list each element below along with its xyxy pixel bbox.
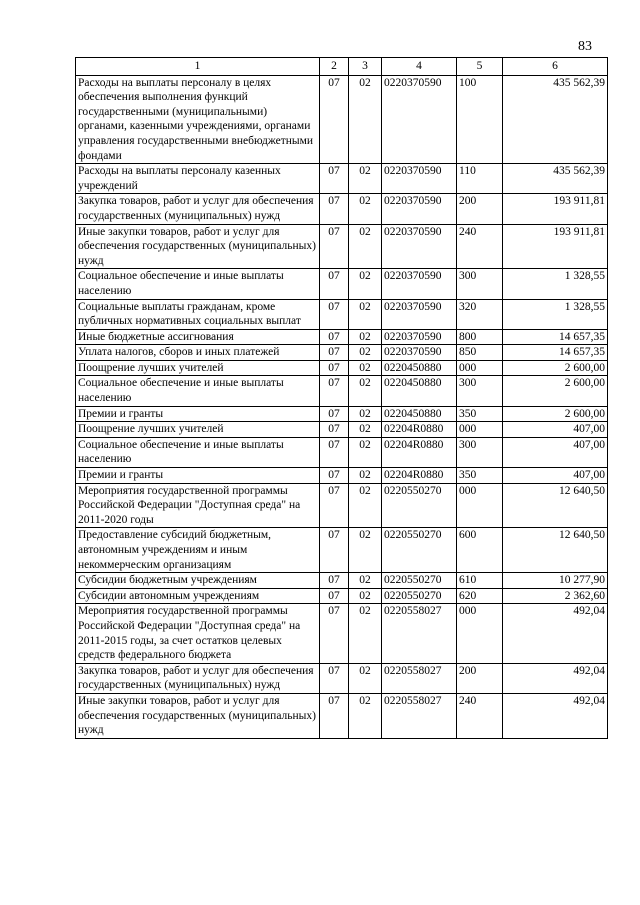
row-name-cell: Предоставление субсидий бюджетным, автономным учреждениям и иным некоммерческим организациям bbox=[76, 528, 320, 573]
expense-type-cell: 240 bbox=[457, 693, 503, 738]
expense-type-cell: 620 bbox=[457, 588, 503, 604]
section-code-cell: 07 bbox=[320, 299, 349, 329]
amount-cell: 407,00 bbox=[503, 437, 608, 467]
subsection-code-cell: 02 bbox=[349, 224, 382, 269]
header-col-6: 6 bbox=[503, 58, 608, 76]
section-code-cell: 07 bbox=[320, 164, 349, 194]
page-number: 83 bbox=[578, 39, 592, 54]
expense-type-cell: 000 bbox=[457, 483, 503, 528]
expense-type-cell: 320 bbox=[457, 299, 503, 329]
amount-cell: 2 600,00 bbox=[503, 376, 608, 406]
expense-type-cell: 850 bbox=[457, 345, 503, 361]
subsection-code-cell: 02 bbox=[349, 483, 382, 528]
target-article-cell: 0220450880 bbox=[382, 376, 457, 406]
table-row bbox=[76, 422, 608, 438]
table-row bbox=[76, 329, 608, 345]
subsection-code-cell: 02 bbox=[349, 360, 382, 376]
subsection-code-cell: 02 bbox=[349, 75, 382, 164]
expense-type-cell: 200 bbox=[457, 194, 503, 224]
table-row bbox=[76, 360, 608, 376]
subsection-code-cell: 02 bbox=[349, 345, 382, 361]
expense-type-cell: 100 bbox=[457, 75, 503, 164]
subsection-code-cell: 02 bbox=[349, 376, 382, 406]
row-name-cell: Субсидии автономным учреждениям bbox=[76, 588, 320, 604]
amount-cell: 435 562,39 bbox=[503, 164, 608, 194]
section-code-cell: 07 bbox=[320, 329, 349, 345]
row-name-cell: Закупка товаров, работ и услуг для обеспечения государственных (муниципальных) нужд bbox=[76, 194, 320, 224]
expense-type-cell: 300 bbox=[457, 269, 503, 299]
section-code-cell: 07 bbox=[320, 437, 349, 467]
subsection-code-cell: 02 bbox=[349, 194, 382, 224]
row-name-cell: Иные бюджетные ассигнования bbox=[76, 329, 320, 345]
table-body bbox=[76, 75, 608, 738]
row-name-cell: Мероприятия государственной программы Российской Федерации "Доступная среда" на 2011-2020 годы bbox=[76, 483, 320, 528]
target-article-cell: 0220550270 bbox=[382, 483, 457, 528]
amount-cell: 492,04 bbox=[503, 693, 608, 738]
row-name-cell: Субсидии бюджетным учреждениям bbox=[76, 573, 320, 589]
subsection-code-cell: 02 bbox=[349, 573, 382, 589]
row-name-cell: Закупка товаров, работ и услуг для обеспечения государственных (муниципальных) нужд bbox=[76, 663, 320, 693]
table-row bbox=[76, 588, 608, 604]
table-row bbox=[76, 75, 608, 164]
table-header-row bbox=[76, 58, 608, 76]
section-code-cell: 07 bbox=[320, 376, 349, 406]
subsection-code-cell: 02 bbox=[349, 588, 382, 604]
section-code-cell: 07 bbox=[320, 573, 349, 589]
table-row bbox=[76, 468, 608, 484]
section-code-cell: 07 bbox=[320, 345, 349, 361]
target-article-cell: 0220450880 bbox=[382, 360, 457, 376]
target-article-cell: 0220370590 bbox=[382, 164, 457, 194]
subsection-code-cell: 02 bbox=[349, 663, 382, 693]
amount-cell: 2 600,00 bbox=[503, 406, 608, 422]
row-name-cell: Премии и гранты bbox=[76, 406, 320, 422]
row-name-cell: Социальное обеспечение и иные выплаты населению bbox=[76, 437, 320, 467]
target-article-cell: 0220558027 bbox=[382, 604, 457, 663]
table-row bbox=[76, 437, 608, 467]
row-name-cell: Премии и гранты bbox=[76, 468, 320, 484]
amount-cell: 193 911,81 bbox=[503, 194, 608, 224]
header-col-4: 4 bbox=[382, 58, 457, 76]
target-article-cell: 02204R0880 bbox=[382, 422, 457, 438]
amount-cell: 12 640,50 bbox=[503, 483, 608, 528]
target-article-cell: 0220370590 bbox=[382, 269, 457, 299]
amount-cell: 1 328,55 bbox=[503, 299, 608, 329]
expense-type-cell: 350 bbox=[457, 468, 503, 484]
expense-type-cell: 110 bbox=[457, 164, 503, 194]
table-row bbox=[76, 528, 608, 573]
amount-cell: 407,00 bbox=[503, 468, 608, 484]
target-article-cell: 0220370590 bbox=[382, 194, 457, 224]
row-name-cell: Иные закупки товаров, работ и услуг для обеспечения государственных (муниципальных) нужд bbox=[76, 224, 320, 269]
table-row bbox=[76, 345, 608, 361]
table-row bbox=[76, 269, 608, 299]
subsection-code-cell: 02 bbox=[349, 329, 382, 345]
target-article-cell: 0220550270 bbox=[382, 528, 457, 573]
target-article-cell: 0220370590 bbox=[382, 329, 457, 345]
amount-cell: 407,00 bbox=[503, 422, 608, 438]
table-row bbox=[76, 604, 608, 663]
amount-cell: 435 562,39 bbox=[503, 75, 608, 164]
row-name-cell: Социальное обеспечение и иные выплаты населению bbox=[76, 269, 320, 299]
subsection-code-cell: 02 bbox=[349, 693, 382, 738]
section-code-cell: 07 bbox=[320, 693, 349, 738]
table-row bbox=[76, 299, 608, 329]
target-article-cell: 0220550270 bbox=[382, 588, 457, 604]
row-name-cell: Поощрение лучших учителей bbox=[76, 360, 320, 376]
section-code-cell: 07 bbox=[320, 194, 349, 224]
target-article-cell: 0220450880 bbox=[382, 406, 457, 422]
subsection-code-cell: 02 bbox=[349, 269, 382, 299]
expense-type-cell: 610 bbox=[457, 573, 503, 589]
row-name-cell: Расходы на выплаты персоналу в целях обеспечения выполнения функций государственными (муниципальными) органами, казенными учреждениями, органами управления государственными внебюджетными фондами bbox=[76, 75, 320, 164]
target-article-cell: 02204R0880 bbox=[382, 437, 457, 467]
expense-type-cell: 000 bbox=[457, 360, 503, 376]
expense-type-cell: 240 bbox=[457, 224, 503, 269]
section-code-cell: 07 bbox=[320, 604, 349, 663]
header-col-1: 1 bbox=[76, 58, 320, 76]
subsection-code-cell: 02 bbox=[349, 604, 382, 663]
section-code-cell: 07 bbox=[320, 360, 349, 376]
target-article-cell: 0220370590 bbox=[382, 224, 457, 269]
target-article-cell: 0220370590 bbox=[382, 299, 457, 329]
target-article-cell: 02204R0880 bbox=[382, 468, 457, 484]
amount-cell: 2 362,60 bbox=[503, 588, 608, 604]
expense-type-cell: 200 bbox=[457, 663, 503, 693]
row-name-cell: Социальные выплаты гражданам, кроме публичных нормативных социальных выплат bbox=[76, 299, 320, 329]
amount-cell: 1 328,55 bbox=[503, 269, 608, 299]
row-name-cell: Мероприятия государственной программы Российской Федерации "Доступная среда" на 2011-2015 годы, за счет остатков целевых средств федерального бюджета bbox=[76, 604, 320, 663]
expense-type-cell: 800 bbox=[457, 329, 503, 345]
section-code-cell: 07 bbox=[320, 468, 349, 484]
expense-type-cell: 300 bbox=[457, 376, 503, 406]
section-code-cell: 07 bbox=[320, 422, 349, 438]
expense-type-cell: 300 bbox=[457, 437, 503, 467]
section-code-cell: 07 bbox=[320, 406, 349, 422]
expense-type-cell: 600 bbox=[457, 528, 503, 573]
section-code-cell: 07 bbox=[320, 75, 349, 164]
target-article-cell: 0220550270 bbox=[382, 573, 457, 589]
table-row bbox=[76, 406, 608, 422]
table-row bbox=[76, 224, 608, 269]
table-row bbox=[76, 663, 608, 693]
section-code-cell: 07 bbox=[320, 483, 349, 528]
expense-type-cell: 000 bbox=[457, 604, 503, 663]
amount-cell: 10 277,90 bbox=[503, 573, 608, 589]
table-row bbox=[76, 164, 608, 194]
subsection-code-cell: 02 bbox=[349, 437, 382, 467]
amount-cell: 492,04 bbox=[503, 663, 608, 693]
header-col-5: 5 bbox=[457, 58, 503, 76]
subsection-code-cell: 02 bbox=[349, 164, 382, 194]
amount-cell: 193 911,81 bbox=[503, 224, 608, 269]
amount-cell: 14 657,35 bbox=[503, 345, 608, 361]
section-code-cell: 07 bbox=[320, 588, 349, 604]
subsection-code-cell: 02 bbox=[349, 422, 382, 438]
header-col-3: 3 bbox=[349, 58, 382, 76]
row-name-cell: Поощрение лучших учителей bbox=[76, 422, 320, 438]
row-name-cell: Социальное обеспечение и иные выплаты населению bbox=[76, 376, 320, 406]
section-code-cell: 07 bbox=[320, 269, 349, 299]
header-col-2: 2 bbox=[320, 58, 349, 76]
target-article-cell: 0220370590 bbox=[382, 75, 457, 164]
target-article-cell: 0220558027 bbox=[382, 663, 457, 693]
table-row bbox=[76, 194, 608, 224]
table-row bbox=[76, 693, 608, 738]
amount-cell: 12 640,50 bbox=[503, 528, 608, 573]
subsection-code-cell: 02 bbox=[349, 468, 382, 484]
table-row bbox=[76, 483, 608, 528]
target-article-cell: 0220558027 bbox=[382, 693, 457, 738]
section-code-cell: 07 bbox=[320, 528, 349, 573]
subsection-code-cell: 02 bbox=[349, 406, 382, 422]
row-name-cell: Уплата налогов, сборов и иных платежей bbox=[76, 345, 320, 361]
table-row bbox=[76, 573, 608, 589]
row-name-cell: Иные закупки товаров, работ и услуг для обеспечения государственных (муниципальных) нужд bbox=[76, 693, 320, 738]
expense-type-cell: 000 bbox=[457, 422, 503, 438]
subsection-code-cell: 02 bbox=[349, 528, 382, 573]
table-row bbox=[76, 376, 608, 406]
row-name-cell: Расходы на выплаты персоналу казенных учреждений bbox=[76, 164, 320, 194]
section-code-cell: 07 bbox=[320, 663, 349, 693]
amount-cell: 492,04 bbox=[503, 604, 608, 663]
subsection-code-cell: 02 bbox=[349, 299, 382, 329]
expense-type-cell: 350 bbox=[457, 406, 503, 422]
target-article-cell: 0220370590 bbox=[382, 345, 457, 361]
amount-cell: 14 657,35 bbox=[503, 329, 608, 345]
section-code-cell: 07 bbox=[320, 224, 349, 269]
amount-cell: 2 600,00 bbox=[503, 360, 608, 376]
budget-table bbox=[75, 57, 608, 739]
